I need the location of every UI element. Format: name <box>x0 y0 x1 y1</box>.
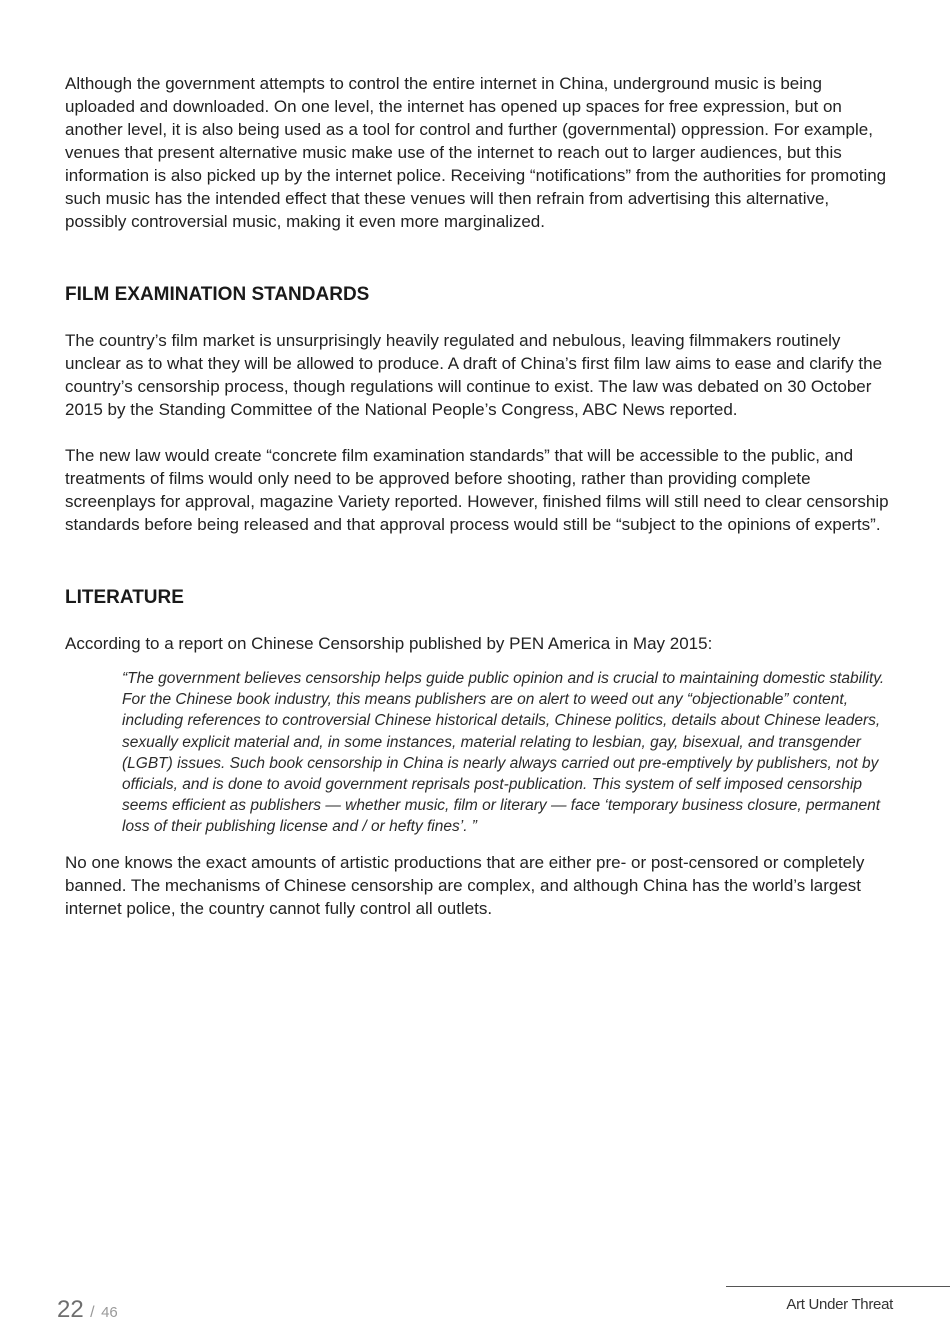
page-separator: / <box>90 1304 95 1321</box>
literature-section-heading: LITERATURE <box>65 587 184 608</box>
page-indicator <box>57 1296 118 1324</box>
pen-america-quote: “The government believes censorship helps guide public opinion and is crucial to maintaining domestic stability. For the Chinese book industry, this means publishers are on alert to weed out any “objectionable” content, including references to controversial Chinese historical details, Chinese politics, details about Chinese leaders, sexually explicit material and, in some instances, material relating to lesbian, gay, bisexual, and transgender (LGBT) issues. Such book censorship in China is nearly always carried out pre-emptively by publishers, not by officials, and is done to avoid government reprisals post-publication. This system of self imposed censorship seems efficient as publishers — whether music, film or literary — face ‘temporary business closure, permanent loss of their publishing license and / or hefty fines’. ” <box>122 670 885 836</box>
intro-paragraph: Although the government attempts to control the entire internet in China, underground music is being uploaded and downloaded. On one level, the internet has opened up spaces for free expression, but on another level, it is also being used as a tool for control and further (governmental) oppression. For example, venues that present alternative music make use of the internet to reach out to larger audiences, but this information is also picked up by the internet police. Receiving “notifications” from the authorities for promoting such music has the intended effect that these venues will then refrain from advertising this alternative, possibly controversial music, making it even more marginalized. <box>65 74 887 231</box>
page-content <box>65 72 890 920</box>
film-paragraph-1: The country’s film market is unsurprisingly heavily regulated and nebulous, leaving filmmakers routinely unclear as to what they will be allowed to produce. A draft of China’s first film law aims to ease and clarify the country’s censorship process, though regulations will continue to exist. The law was debated on 30 October 2015 by the Standing Committee of the National People’s Congress, ABC News reported. <box>65 331 883 419</box>
literature-closing-paragraph: No one knows the exact amounts of artistic productions that are either pre- or post-censored or completely banned. The mechanisms of Chinese censorship are complex, and although China has the world’s largest internet police, the country cannot fully control all outlets. <box>65 852 865 918</box>
page-number: 22 <box>57 1296 84 1323</box>
page-total: 46 <box>101 1304 118 1321</box>
footer-divider <box>726 1286 950 1287</box>
publication-title: Art Under Threat <box>786 1296 893 1313</box>
film-paragraph-2: The new law would create “concrete film examination standards” that will be accessible to the public, and treatments of films would only need to be approved before shooting, rather than providing complete screenplays for approval, magazine Variety reported. However, finished films will still need to clear censorship standards before being released and that approval process would still be “subject to the opinions of experts”. <box>65 446 889 534</box>
film-section-heading: FILM EXAMINATION STANDARDS <box>65 284 370 305</box>
literature-intro: According to a report on Chinese Censorship published by PEN America in May 2015: <box>65 634 713 653</box>
